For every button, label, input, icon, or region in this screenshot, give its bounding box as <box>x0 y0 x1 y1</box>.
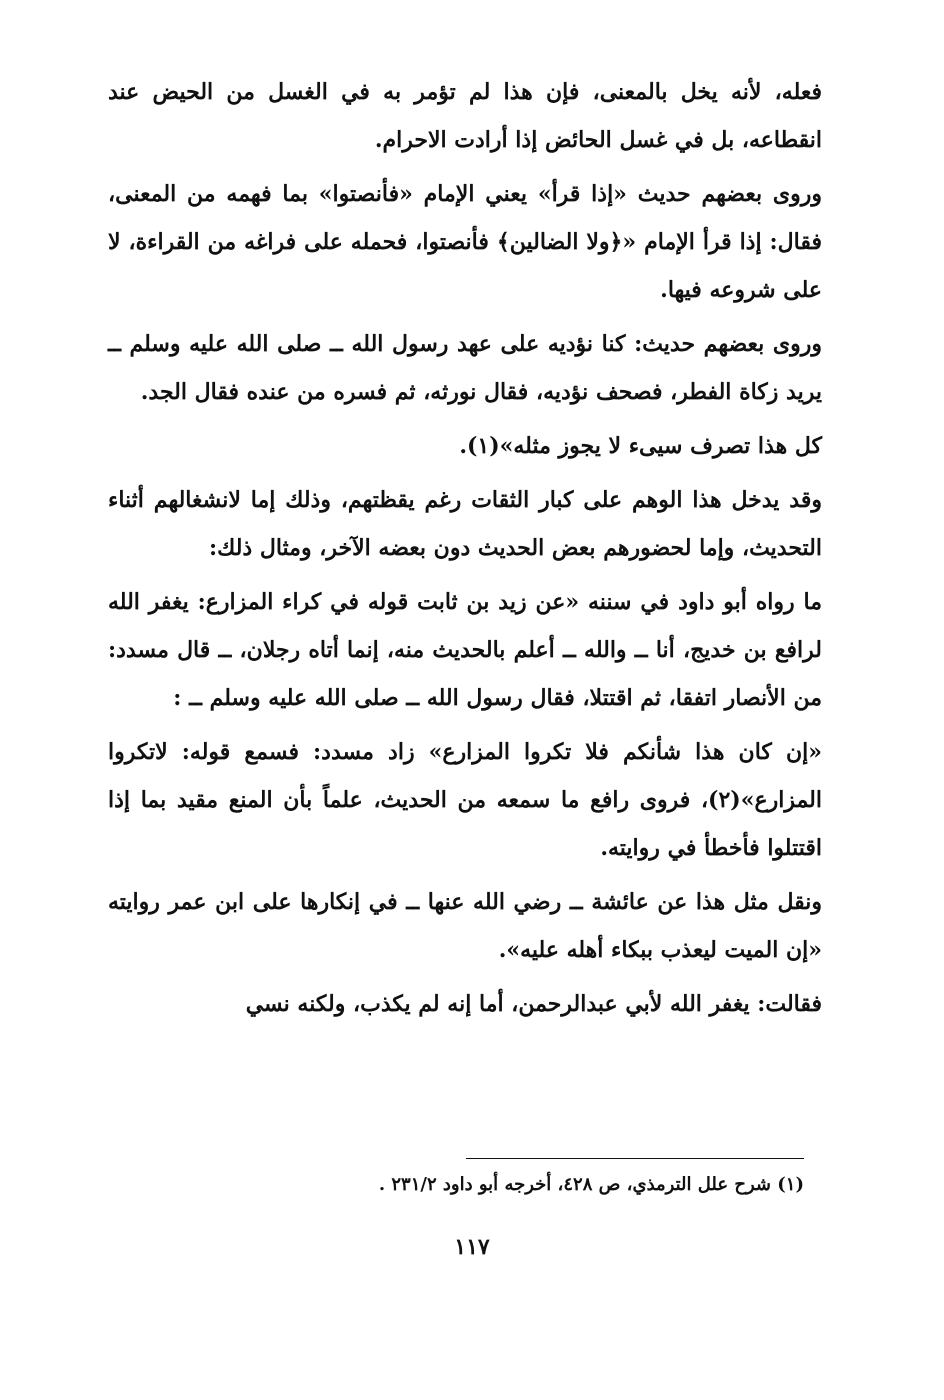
paragraph-3: وروى بعضهم حديث: كنا نؤديه على عهد رسول الله ــ صلى الله عليه وسلم ــ يريد زكاة الفطر، فصحف نؤديه، فقال نورثه، ثم فسره من عنده فقال الجد. <box>108 331 822 405</box>
page-number: ١١٧ <box>454 1234 490 1260</box>
paragraph-8: ونقل مثل هذا عن عائشة ــ رضي الله عنها ــ في إنكارها على ابن عمر روايته «إن الميت ليعذب ببكاء أهله عليه». <box>108 889 822 963</box>
paragraph-5: وقد يدخل هذا الوهم على كبار الثقات رغم يقظتهم، وذلك إما لانشغالهم أثناء التحديث، وإما لحضورهم بعض الحديث دون بعضه الآخر، ومثال ذلك: <box>108 487 822 561</box>
footnote-divider <box>466 1158 804 1159</box>
paragraph-4: كل هذا تصرف سيىء لا يجوز مثله»(١). <box>459 433 822 459</box>
paragraph-9: فقالت: يغفر الله لأبي عبدالرحمن، أما إنه لم يكذب، ولكنه نسي <box>245 991 822 1017</box>
paragraph-7: «إن كان هذا شأنكم فلا تكروا المزارع» زاد مسدد: فسمع قوله: لاتكروا المزارع»(٢)، فروى رافع ما سمعه من الحديث، علماً بأن المنع مقيد بما إذا اقتتلوا فأخطأ في روايته. <box>108 739 822 861</box>
paragraph-6: ما رواه أبو داود في سننه «عن زيد بن ثابت قوله في كراء المزارع: يغفر الله لرافع بن خديج، أنا ــ والله ــ أعلم بالحديث منه، إنما أتاه رجلان، ــ قال مسدد: من الأنصار اتفقا، ثم اقتتلا، فقال رسول الله ــ صلى الله عليه وسلم ــ : <box>108 589 823 711</box>
footnote: (١) شرح علل الترمذي، ص ٤٢٨، أخرجه أبو داود ٢٣١/٢ . <box>378 1174 804 1195</box>
paragraph-1: فعله، لأنه يخل بالمعنى، فإن هذا لم تؤمر به في الغسل من الحيض عند انقطاعه، بل في غسل الحائض إذا أرادت الاحرام. <box>108 79 822 153</box>
paragraph-2: وروى بعضهم حديث «إذا قرأ» يعني الإمام «فأنصتوا» بما فهمه من المعنى، فقال: إذا قرأ الإمام «﴿ولا الضالين﴾ فأنصتوا، فحمله على فراغه من القراءة، لا على شروعه فيها. <box>108 181 822 303</box>
